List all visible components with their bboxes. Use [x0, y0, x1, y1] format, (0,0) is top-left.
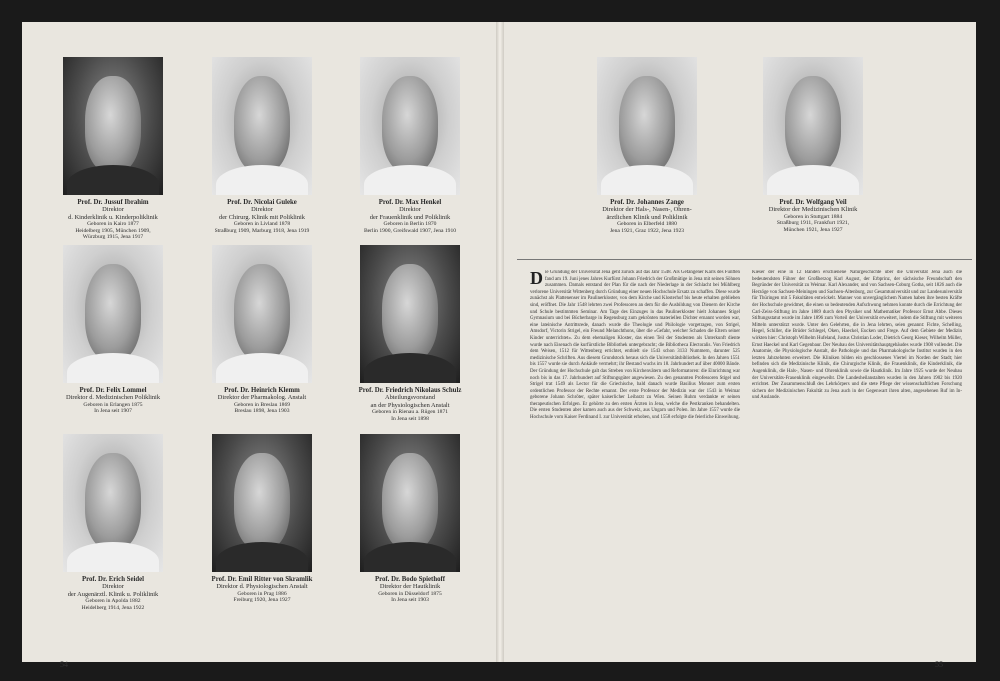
page-number-right: 55 [935, 660, 943, 669]
page-number-left: 54 [60, 660, 68, 669]
portrait-caption: Prof. Dr. Johannes Zange Direktor der Hals-, Nasen-, Ohren- ärztlichen Klinik und Poliklinik Geboren in Elberfeld 1880 Jena 1921, Graz 1922, Jena 1923 [602, 199, 692, 234]
portrait-caption: Prof. Dr. Felix Lommel Direktor d. Medizinischen Poliklinik Geboren in Erlangen 1875 In Jena seit 1907 [65, 387, 161, 415]
portrait-photo [360, 434, 460, 572]
section-divider [517, 259, 972, 260]
portrait-caption: Prof. Dr. Nicolai Guleke Direktor der Chirurg. Klinik mit Poliklinik Geboren in Livland 1878 Straßburg 1909, Marburg 1918, Jena 1919 [214, 199, 310, 234]
article-text-1: ie Gründung der Universität Jena geht zurück auf das Jahr 1548. Als Gefangener Karls des Fünften fand am 19. Juni jenes Jahres Kurfürst Johann Friedrich der Großmütige in Jena mit seinen Söhnen zusammen. Damals entstand der Plan für die nach der Niederlage in der Schlacht bei Mühlberg verlorene Universität Wittenberg durch Gründung einer neuen Hochschule Ersatz zu schaffen. Diese wurde zunächst als Plattenenser im Paulinerkloster, von dem Kirche und Klosterhof bis heute erhalten geblieben sind, eröffnet. Die Jahr 1548 lehrten zwei Professoren an dem für die Ausbildung von Dienern der Kirche und Schule bestimmten Seminar. Am Tage des Einzuges in das Paulinerkloster hielt Johannes Stigel Gymnasium und bei Bücherbarge in Regensburg zum gekrönten materiellen Dichter ernannt worden war, eine lateinische Antrittsrede, danach wurde die Theologie und Philologie vorgetragen, von Strigel, Amsdorf, Victorin Strigel, ein Freund Melanchthons, über die »Gefahr, welcher Schaden die Eltern seiner Kinder unterrichtet«. Zu dem ehemaligen Kloster, das einen Teil der Studenten als Unterkunft diente wurde nach Eisenach die kurfürstliche Bibliothek untergebracht; die Bibliotheca Electoralis. Von Friedrich dem Weisen, 1512 für Wittenberg errichtet, enthielt sie 1543 schon 3133 Nummern, darunter 525 medizinische Schriften. Aus diesem Grundstock heraus sich die Universitätsbibliothek. In den Jahren 1551 bis 1557 wurde sie durch Ankäufe vermehrt; ihr Bestand wuchs im 18. Jahrhundert auf über 40000 Bände. Der Gründung der Hochschule galt das Streben von Kirchenvätern und Reformatoren: die Einrichtung war noch bis in das 17. Jahrhundert auf Stiftungsgüter angewiesen. Zu den genannten Professoren Stigel und Strigel trat 1549 als Lector für die Griechische, bald danach wurde Basilius Monner zum ersten ordentlichen Professor der Rechte ernannt. Der erste Professor der Medizin war der 1543 in Weimar geborene Johann Schröter, später kaiserlicher Leibarzt zu Wien. Seinen Ruhm verdankte er seinen therapeutischen Erfolgen. Er gehörte zu den ersten Ärzten in Jena, welche die Pestkranken behandelten. Die ersten Studenten aber kamen auch aus der Schweiz, aus Ungarn und Polen. Im Jahre 1557 wurde die Hochschule vom Kaiser Ferdinand I. zur Universität erhoben, und 1558 erfolgte die feierliche Einweihung. [530, 270, 740, 421]
article-column-1 [530, 270, 740, 655]
article-text-2: Kieser der eine in 12 Bänden erschienene Naturgeschichte über die Universität Jena auch die bedeutendsten Führer der Großherzog Karl August, der Erbprinz, der sächsische Freundschaft den Begründer der Universität zu Weimar. Karl Alexander, und von Sachsen-Coburg Gotha, seit 1826 auch die Herzöge von Sachsen-Meiningen und Sachsen-Altenburg, zur Gesamtuniversität und zur Landesuniversität für Thüringen mit 5 Fakultäten entwickelt. Manner von unvergänglichem Namen haben ihre besten Kräfte der Hochschule gewidmet, die einen so bedeutenden Aufschwung nehmen konnte durch die Errichtung der Carl-Zeiss-Stiftung im Jahre 1889 durch den Physiker und Mathematiker Professor Ernst Abbe. Dieses Stiftungsstatut wurde im Jahre 1896 zum Vorteil der Universität erweitert, indem die Stiftung mit weiteren Mitteln unterstützt wurde. Unter den Gelehrten, die in Jena lehrten, seien genannt: Fichte, Schelling, Hegel, Schiller, die Brüder Schlegel, Oken, Haeckel, Eucken und Frege. Auf dem Gebiete der Medizin wirkten hier: Christoph Wilhelm Hufeland, Justus Christian Loder, Dietrich Georg Kieser, Wilhelm Müller, Ernst Haeckel und Karl Gegenbaur. Der Neubau des Universitätshauptgebäudes wurde 1908 vollendet. Die Anatomie, die Physiologische Anstalt, die Pathologie und das Pharmakologische Institut wurden in den letzten Jahrzehnten erweitert. Die Kliniken bilden ein geschlossenes Viertel im Norden der Stadt; hier befinden sich die Medizinische Klinik, die Chirurgische Klinik, die Frauenklinik, die Kinderklinik, die Augenklinik, die Hals-, Nasen- und Ohrenklinik sowie die Hautklinik. Im Jahre 1925 wurde der Neubau der Universitäts-Frauenklinik eingeweiht. Die Landesheilanstalten wurden in den Jahren 1902 bis 1920 errichtet. Der Zusammenschluß des Lehrkörpers und die stete Pflege der wissenschaftlichen Forschung sichern der Medizinischen Fakultät zu Jena auch in der Gegenwart ihren alten, angesehenen Ruf im In- und Auslande. [752, 270, 962, 401]
portrait-caption: Prof. Dr. Friedrich Nikolaus Schulz Abteilungsvorstand an der Physiologischen Anstalt Geboren in Rienau a. Rügen 1871 In Jena seit 1898 [358, 387, 462, 422]
portrait-photo [597, 57, 697, 195]
portrait-photo [212, 245, 312, 383]
drop-cap: D [530, 270, 543, 288]
portrait-photo [212, 434, 312, 572]
portrait-photo [63, 57, 163, 195]
portrait-photo [360, 57, 460, 195]
portrait-caption: Prof. Dr. Emil Ritter von Skramlik Direktor d. Physiologischen Anstalt Geboren in Prag 1886 Freiburg 1920, Jena 1927 [211, 576, 313, 604]
portrait-photo [763, 57, 863, 195]
portrait-caption: Prof. Dr. Bodo Spiethoff Direktor der Hautklinik Geboren in Düsseldorf 1875 In Jena seit 1903 [374, 576, 446, 604]
portrait-photo [63, 434, 163, 572]
book-gutter [496, 22, 504, 662]
article-column-2 [752, 270, 962, 655]
portrait-caption: Prof. Dr. Jussuf Ibrahim Direktor d. Kinderklinik u. Kinderpoliklinik Geboren in Kairo 1877 Heidelberg 1905, München 1909, Würzburg 1915, Jena 1917 [68, 199, 158, 241]
portrait-photo [63, 245, 163, 383]
portrait-caption: Prof. Dr. Max Henkel Direktor der Frauenklinik und Poliklinik Geboren in Berlin 1870 Berlin 1900, Greifswald 1907, Jena 1910 [363, 199, 457, 234]
portrait-caption: Prof. Dr. Erich Seidel Direktor der Augenärztl. Klinik u. Poliklinik Geboren in Apolda 1882 Heidelberg 1914, Jena 1922 [67, 576, 159, 611]
portrait-caption: Prof. Dr. Wolfgang Veil Direktor der Medizinischen Klinik Geboren in Stuttgart 1884 Straßburg 1911, Frankfurt 1921, München 1921, Jena 1927 [768, 199, 858, 233]
portrait-caption: Prof. Dr. Heinrich Klemm Direktor der Pharmakolog. Anstalt Geboren in Breslau 1869 Breslau 1898, Jena 1903 [217, 387, 307, 415]
portrait-photo [360, 245, 460, 383]
portrait-photo [212, 57, 312, 195]
